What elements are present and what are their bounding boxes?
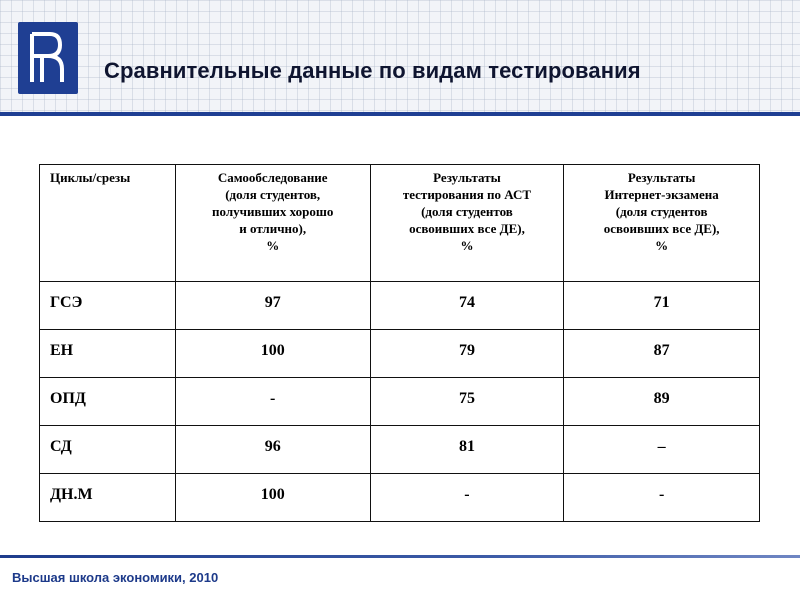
table-cell: 89 <box>564 378 760 426</box>
row-label: ЕН <box>40 330 176 378</box>
table-cell: 96 <box>175 426 370 474</box>
row-label: ОПД <box>40 378 176 426</box>
table-header-row <box>40 165 760 282</box>
column-header-internet-exam: Результаты Интернет-экзамена (доля студентов освоивших все ДЕ), % <box>564 165 760 282</box>
table-row <box>40 330 760 378</box>
table-cell: - <box>370 474 564 522</box>
column-header-ast-results: Результаты тестирования по АСТ (доля студентов освоивших все ДЕ), % <box>370 165 564 282</box>
column-header-cycles: Циклы/срезы <box>40 165 176 282</box>
table-cell: 100 <box>175 330 370 378</box>
table-cell: 100 <box>175 474 370 522</box>
table-row <box>40 426 760 474</box>
table-cell: 75 <box>370 378 564 426</box>
row-label: ГСЭ <box>40 282 176 330</box>
table-cell: – <box>564 426 760 474</box>
hse-logo-icon <box>18 22 78 94</box>
table-cell: 97 <box>175 282 370 330</box>
table-cell: 71 <box>564 282 760 330</box>
column-header-self-assessment: Самообследование (доля студентов, получивших хорошо и отлично), % <box>175 165 370 282</box>
header-banner <box>0 0 800 112</box>
header-divider <box>0 112 800 116</box>
table-cell: 79 <box>370 330 564 378</box>
row-label: СД <box>40 426 176 474</box>
table-cell: 74 <box>370 282 564 330</box>
footer-caption: Высшая школа экономики, 2010 <box>12 570 219 585</box>
table-cell: - <box>175 378 370 426</box>
table-cell: - <box>564 474 760 522</box>
page-title: Сравнительные данные по видам тестирования <box>104 58 641 83</box>
footer-divider <box>0 555 800 558</box>
table-row <box>40 474 760 522</box>
row-label: ДН.М <box>40 474 176 522</box>
table-cell: 87 <box>564 330 760 378</box>
comparison-table <box>39 164 760 522</box>
table-row <box>40 282 760 330</box>
table-cell: 81 <box>370 426 564 474</box>
table-row <box>40 378 760 426</box>
